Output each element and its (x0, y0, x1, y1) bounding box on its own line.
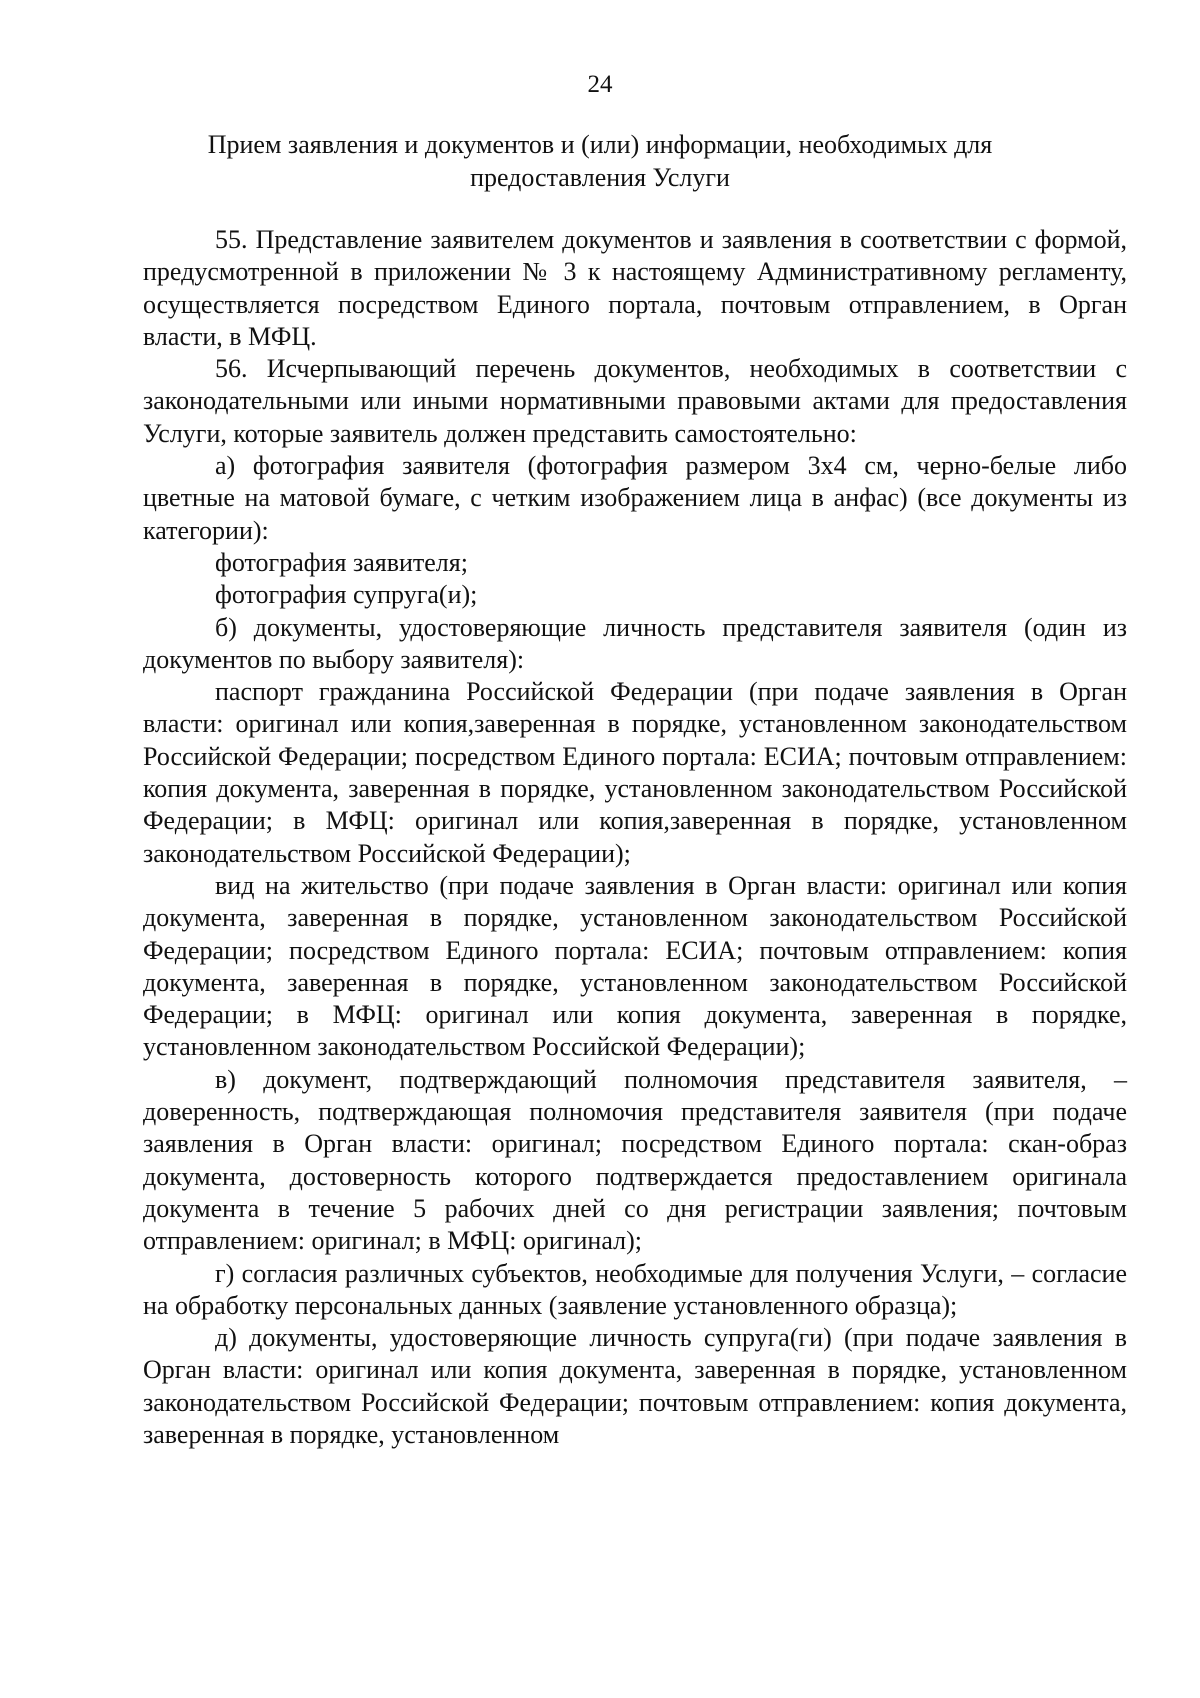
sub-item-spouse-photo: фотография супруга(и); (215, 580, 478, 610)
document-body (143, 224, 1127, 1451)
list-item-a: а) фотография заявителя (фотография размером 3x4 см, черно-белые либо цветные на матовой бумаге, с четким изображением лица в анфас) (все документы из категории): (143, 451, 1127, 545)
list-item-b: б) документы, удостоверяющие личность представителя заявителя (один из документов по выбору заявителя): (143, 612, 1127, 674)
paragraph-55: 55. Представление заявителем документов и заявления в соответствии с формой, предусмотренной в приложении № 3 к настоящему Административному регламенту, осуществляется посредством Единого портала, почтовым отправлением, в Орган власти, в МФЦ. (143, 225, 1127, 351)
list-item-d: д) документы, удостоверяющие личность супруга(ги) (при подаче заявления в Орган власти: оригинал или копия документа, заверенная в порядке, установленном законодательством Российской Федерации; почтовым отправлением: копия документа, заверенная в порядке, установленном (143, 1323, 1127, 1449)
page-number: 24 (587, 71, 613, 98)
list-item-g: г) согласия различных субъектов, необходимые для получения Услуги, – согласие на обработку персональных данных (заявление установленного образца); (143, 1258, 1127, 1320)
list-item-v: в) документ, подтверждающий полномочия представителя заявителя, – доверенность, подтверждающая полномочия представителя заявителя (при подаче заявления в Орган власти: оригинал; посредством Единого портала: скан-образ документа, достоверность которого подтверждается предоставлением оригинала документа в течение 5 рабочих дней со дня регистрации заявления; почтовым отправлением: оригинал; в МФЦ: оригинал); (143, 1064, 1127, 1256)
sub-item-residence-permit: вид на жительство (при подаче заявления в Орган власти: оригинал или копия документа, заверенная в порядке, установленном законодательством Российской Федерации; посредством Единого портала: ЕСИА; почтовым отправлением: копия документа, заверенная в порядке, установленном законодательством Российской Федерации; в МФЦ: оригинал или копия документа, заверенная в порядке, установленном законодательством Российской Федерации); (143, 870, 1127, 1062)
sub-item-applicant-photo: фотография заявителя; (215, 547, 468, 577)
paragraph-56: 56. Исчерпывающий перечень документов, необходимых в соответствии с законодательными или иными нормативными правовыми актами для предоставления Услуги, которые заявитель должен представить самостоятельно: (143, 354, 1127, 448)
section-heading: Прием заявления и документов и (или) информации, необходимых для предоставления Услуги (207, 130, 993, 192)
sub-item-passport: паспорт гражданина Российской Федерации (при подаче заявления в Орган власти: оригинал или копия,заверенная в порядке, установленном законодательством Российской Федерации; посредством Единого портала: ЕСИА; почтовым отправлением: копия документа, заверенная в порядке, установленном законодательством Российской Федерации; в МФЦ: оригинал или копия,заверенная в порядке, установленном законодательством Российской Федерации); (143, 677, 1127, 868)
